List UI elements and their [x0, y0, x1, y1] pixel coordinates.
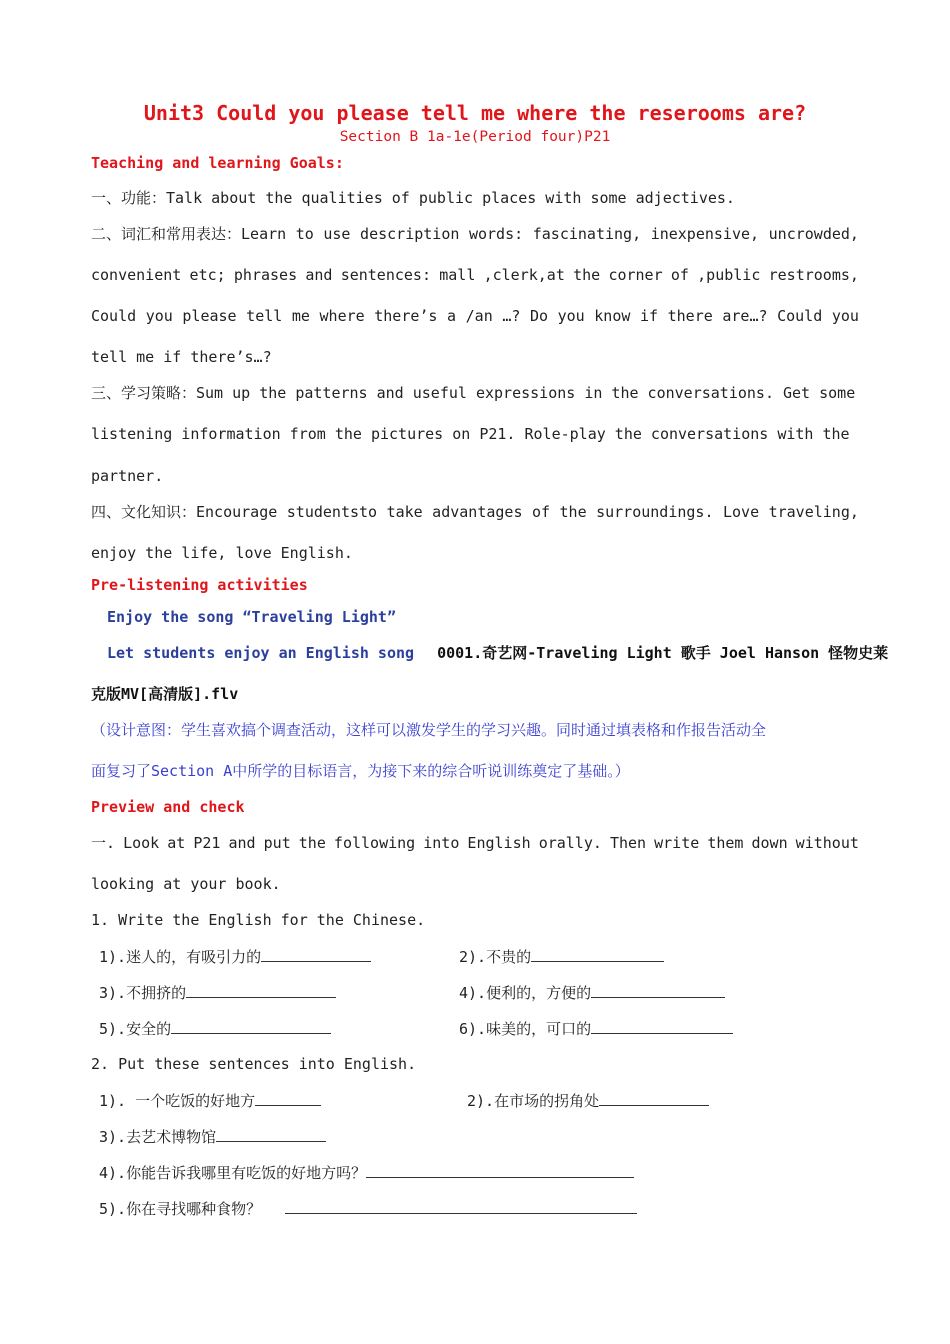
answer-blank[interactable]: [186, 982, 336, 998]
song-file-link-cont[interactable]: 克版MV[高清版].flv: [91, 685, 239, 703]
q1-item-2: 2).不贵的: [459, 946, 664, 967]
answer-blank[interactable]: [599, 1090, 709, 1106]
answer-blank[interactable]: [591, 982, 725, 998]
answer-blank[interactable]: [285, 1198, 637, 1214]
goal-culture-line-1: 四、文化知识：Encourage studentsto take advantages of the surroundings. Love traveling,: [91, 503, 859, 521]
q2-item-4: 4).你能告诉我哪里有吃饭的好地方吗？: [99, 1162, 634, 1183]
song-file-link[interactable]: 0001.奇艺网-Traveling Light 歌手 Joel Hanson 怪物史莱: [437, 644, 889, 662]
q1-item-5: 5).安全的: [99, 1018, 331, 1039]
q2-item-5: 5).你在寻找哪种食物？: [99, 1198, 637, 1219]
goal-vocab-line-2: convenient etc; phrases and sentences: mall ,clerk,at the corner of ,public restrooms,: [91, 266, 859, 284]
q1-item-4: 4).便利的，方便的: [459, 982, 725, 1003]
answer-blank[interactable]: [366, 1162, 634, 1178]
goal-strategy-line-2: listening information from the pictures on P21. Role-play the conversations with the: [91, 425, 850, 443]
design-intent-line-2: 面复习了Section A中所学的目标语言，为接下来的综合听说训练奠定了基础。）: [91, 762, 630, 780]
goal-function: 一、功能：Talk about the qualities of public places with some adjectives.: [91, 189, 735, 207]
goal-strategy-line-3: partner.: [91, 467, 164, 485]
answer-blank[interactable]: [255, 1090, 321, 1106]
answer-blank[interactable]: [261, 946, 371, 962]
song-activity-line: [107, 643, 888, 663]
q2-item-3: 3).去艺术博物馆: [99, 1126, 326, 1147]
q2-heading: 2. Put these sentences into English.: [91, 1055, 417, 1073]
prelistening-heading: Pre-listening activities: [91, 576, 308, 594]
answer-blank[interactable]: [531, 946, 664, 962]
preview-heading: Preview and check: [91, 798, 245, 816]
preview-intro-line-1: 一. Look at P21 and put the following into English orally. Then write them down without: [91, 834, 859, 852]
song-activity-text: Let students enjoy an English song: [107, 644, 415, 662]
goals-heading: Teaching and learning Goals:: [91, 154, 344, 172]
preview-intro-line-2: looking at your book.: [91, 875, 281, 893]
q1-item-6: 6).味美的，可口的: [459, 1018, 733, 1039]
q1-item-3: 3).不拥挤的: [99, 982, 336, 1003]
answer-blank[interactable]: [216, 1126, 326, 1142]
q1-item-1: 1).迷人的，有吸引力的: [99, 946, 371, 967]
goal-vocab-line-1: 二、词汇和常用表达：Learn to use description words: fascinating, inexpensive, uncrowded,: [91, 225, 859, 243]
q1-heading: 1. Write the English for the Chinese.: [91, 911, 426, 929]
answer-blank[interactable]: [171, 1018, 331, 1034]
design-intent-line-1: （设计意图：学生喜欢搞个调查活动，这样可以激发学生的学习兴趣。同时通过填表格和作报告活动全: [91, 721, 767, 739]
q2-item-1: 1). 一个吃饭的好地方: [99, 1090, 321, 1111]
document-subtitle: Section B 1a-1e(Period four)P21: [339, 129, 611, 145]
song-line: Enjoy the song “Traveling Light”: [107, 608, 396, 626]
answer-blank[interactable]: [591, 1018, 733, 1034]
document-title: Unit3 Could you please tell me where the reserooms are?: [143, 101, 807, 125]
goal-vocab-line-4: tell me if there’s…?: [91, 348, 272, 366]
goal-culture-line-2: enjoy the life, love English.: [91, 544, 353, 562]
q2-item-2: 2).在市场的拐角处: [467, 1090, 709, 1111]
goal-strategy-line-1: 三、学习策略：Sum up the patterns and useful expressions in the conversations. Get some: [91, 384, 856, 402]
goal-vocab-line-3: Could you please tell me where there’s a /an …? Do you know if there are…? Could you: [91, 307, 859, 325]
